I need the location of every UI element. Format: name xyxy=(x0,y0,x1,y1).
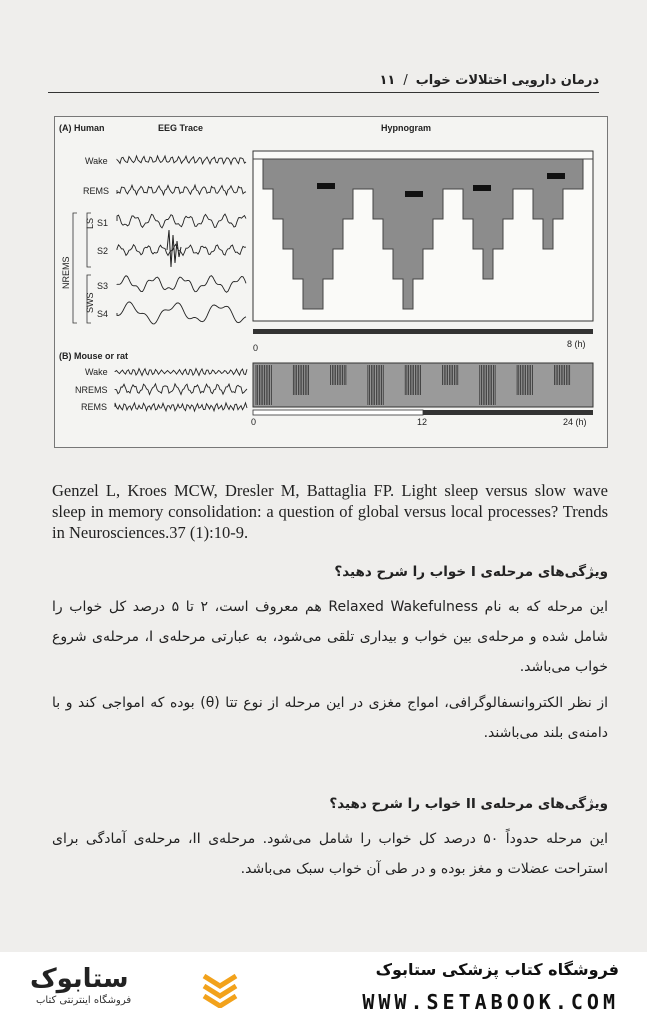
rodent-wake-trace xyxy=(115,369,247,376)
trace-label-rems: REMS xyxy=(83,186,110,196)
eeg-s1-trace xyxy=(117,214,246,228)
light-phase-bar xyxy=(253,410,423,415)
store-url[interactable]: WWW.SETABOOK.COM xyxy=(362,990,619,1014)
rodent-hypnogram xyxy=(253,363,593,407)
eeg-k-complex xyxy=(167,230,181,267)
chapter-title: درمان دارویی اختلالات خواب xyxy=(415,72,599,88)
eeg-s2-trace xyxy=(117,244,246,255)
eeg-trace-heading: EEG Trace xyxy=(158,123,204,133)
panel-a-label: (A) Human xyxy=(59,123,105,133)
stage-1-paragraph-2: از نظر الکتروانسفالوگرافی، امواج مغزی در این مرحله از نوع تتا (θ) بوده که امواجی کند و با دامنه‌ی بلند می‌باشند. xyxy=(52,695,609,741)
setabook-logo[interactable] xyxy=(30,964,230,1012)
human-axis-end: 8 (h) xyxy=(567,339,586,349)
eeg-s4-trace xyxy=(117,302,246,324)
eeg-rems-trace xyxy=(117,185,246,195)
panel-b-label: (B) Mouse or rat xyxy=(59,351,129,361)
eeg-s3-trace xyxy=(117,276,246,293)
running-head xyxy=(48,68,599,92)
group-label-nrems: NREMS xyxy=(61,256,71,289)
rodent-label-nrems: NREMS xyxy=(75,385,108,395)
store-name: فروشگاه کتاب پزشکی ستابوک xyxy=(375,960,619,979)
store-footer xyxy=(0,952,647,1024)
rodent-rems-trace xyxy=(115,403,247,411)
chevron-logo-icon xyxy=(200,970,240,1008)
rodent-axis-start: 0 xyxy=(251,417,257,427)
figure-citation: Genzel L, Kroes MCW, Dresler M, Battaglia FP. Light sleep versus slow wave sleep in memory consolidation: a question of global versus local processes? Trends in Neurosciences.37 (1):10-9. xyxy=(52,481,608,542)
rems-block-3 xyxy=(473,185,491,191)
group-label-sws: SWS xyxy=(85,292,95,313)
trace-label-s1: S1 xyxy=(97,218,109,228)
logo-text: ستابوک xyxy=(30,964,129,994)
trace-label-s3: S3 xyxy=(97,281,109,291)
trace-label-wake: Wake xyxy=(85,156,108,166)
figure-graphics xyxy=(55,117,607,447)
rodent-axis-end: 24 (h) xyxy=(563,417,587,427)
trace-label-s2: S2 xyxy=(97,246,109,256)
trace-label-s4: S4 xyxy=(97,309,109,319)
group-label-ls: LS xyxy=(85,217,95,229)
dark-phase-bar xyxy=(423,410,593,415)
stage-1-paragraph-1: این مرحله که به نام Relaxed Wakefulness هم معروف است، ۲ تا ۵ درصد کل خواب را شامل شده و مرحله‌ی بین خواب و بیداری تلقی می‌شود، به عبارتی مرحله‌ی I، مرحله‌ی شروع خواب می‌باشد. xyxy=(52,599,609,675)
hypnogram-heading: Hypnogram xyxy=(381,123,432,133)
rodent-nrems-trace xyxy=(115,384,247,395)
eeg-wake-trace xyxy=(117,156,246,164)
human-axis-start: 0 xyxy=(253,343,259,353)
rems-block-2 xyxy=(405,191,423,197)
rodent-axis-mid: 12 xyxy=(417,417,428,427)
header-rule xyxy=(48,92,599,93)
rodent-label-rems: REMS xyxy=(81,402,108,412)
rems-block-1 xyxy=(317,183,335,189)
rems-block-4 xyxy=(547,173,565,179)
human-time-bar xyxy=(253,329,593,334)
header-separator: / xyxy=(403,72,408,88)
logo-tagline: فروشگاه اینترنتی کتاب xyxy=(36,995,132,1006)
question-stage-1: ویژگی‌های مرحله‌ی I خواب را شرح دهید؟ xyxy=(334,564,608,580)
question-stage-2: ویژگی‌های مرحله‌ی II خواب را شرح دهید؟ xyxy=(329,796,608,812)
sleep-figure xyxy=(54,116,608,448)
page-number: ۱۱ xyxy=(379,72,396,88)
nrems-bracket xyxy=(73,213,77,323)
stage-2-paragraph-1: این مرحله حدوداً ۵۰ درصد کل خواب را شامل می‌شود. مرحله‌ی II، مرحله‌ی آمادگی برای استراحت عضلات و مغز بوده و در طی آن خواب سبک می‌باشد. xyxy=(52,831,608,877)
rodent-label-wake: Wake xyxy=(85,367,108,377)
